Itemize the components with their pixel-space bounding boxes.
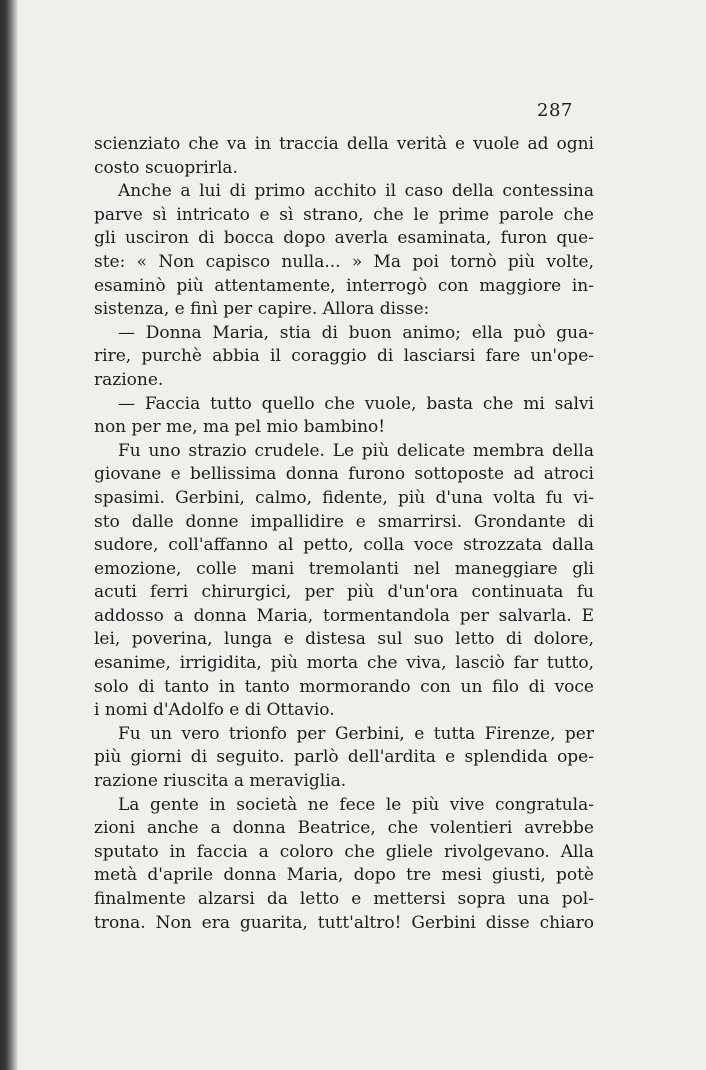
text-line: costo scuoprirla. <box>94 157 238 178</box>
text-line: lei, poverina, lunga e distesa sul suo letto di dolore, <box>94 629 594 650</box>
text-line: sudore, coll'affanno al petto, colla voce strozzata dalla <box>94 535 594 556</box>
text-line: La gente in società ne fece le più vive congratula- <box>118 794 594 815</box>
text-line: — Donna Maria, stia di buon animo; ella può gua- <box>118 322 594 343</box>
text-line: trona. Non era guarita, tutt'altro! Gerbini disse chiaro <box>94 912 594 933</box>
text-line: scienziato che va in traccia della verità e vuole ad ogni <box>94 134 594 154</box>
text-line: — Faccia tutto quello che vuole, basta che mi salvi <box>118 393 594 414</box>
text-line: esanime, irrigidita, più morta che viva, lasciò far tutto, <box>94 653 594 674</box>
text-line: gli usciron di bocca dopo averla esaminata, furon que- <box>94 228 594 249</box>
text-line: addosso a donna Maria, tormentandola per salvarla. E <box>94 605 594 626</box>
text-line: razione. <box>94 369 164 390</box>
body-text <box>94 133 594 935</box>
text-line: parve sì intricato e sì strano, che le prime parole che <box>94 204 594 225</box>
text-line: rire, purchè abbia il coraggio di lasciarsi fare un'ope- <box>94 346 594 367</box>
page-binding-edge <box>0 0 18 1070</box>
text-line: giovane e bellissima donna furono sottoposte ad atroci <box>94 464 594 485</box>
text-line: spasimi. Gerbini, calmo, fidente, più d'una volta fu vi- <box>94 487 594 508</box>
text-line: sto dalle donne impallidire e smarrirsi. Grondante di <box>94 511 594 532</box>
text-line: esaminò più attentamente, interrogò con maggiore in- <box>94 275 594 296</box>
text-line: sputato in faccia a coloro che gliele rivolgevano. Alla <box>94 841 594 862</box>
text-line: metà d'aprile donna Maria, dopo tre mesi giusti, potè <box>94 865 594 886</box>
text-line: finalmente alzarsi da letto e mettersi sopra una pol- <box>94 889 594 909</box>
text-line: emozione, colle mani tremolanti nel maneggiare gli <box>94 558 594 579</box>
text-line: solo di tanto in tanto mormorando con un filo di voce <box>94 676 594 697</box>
text-line: zioni anche a donna Beatrice, che volentieri avrebbe <box>94 818 594 839</box>
text-line: Fu uno strazio crudele. Le più delicate membra della <box>118 440 594 461</box>
text-line: Anche a lui di primo acchito il caso della contessina <box>118 181 594 202</box>
text-line: ste: « Non capisco nulla... » Ma poi tornò più volte, <box>94 251 594 272</box>
text-line: acuti ferri chirurgici, per più d'un'ora continuata fu <box>94 582 594 603</box>
text-line: sistenza, e finì per capire. Allora disse: <box>94 299 430 320</box>
text-line: più giorni di seguito. parlò dell'ardita e splendida ope- <box>94 747 594 768</box>
text-line: non per me, ma pel mio bambino! <box>94 417 386 438</box>
text-line: razione riuscita a meraviglia. <box>94 771 347 792</box>
page-number: 287 <box>537 100 573 121</box>
text-line: i nomi d'Adolfo e di Ottavio. <box>94 700 335 721</box>
text-line: Fu un vero trionfo per Gerbini, e tutta Firenze, per <box>118 723 594 744</box>
